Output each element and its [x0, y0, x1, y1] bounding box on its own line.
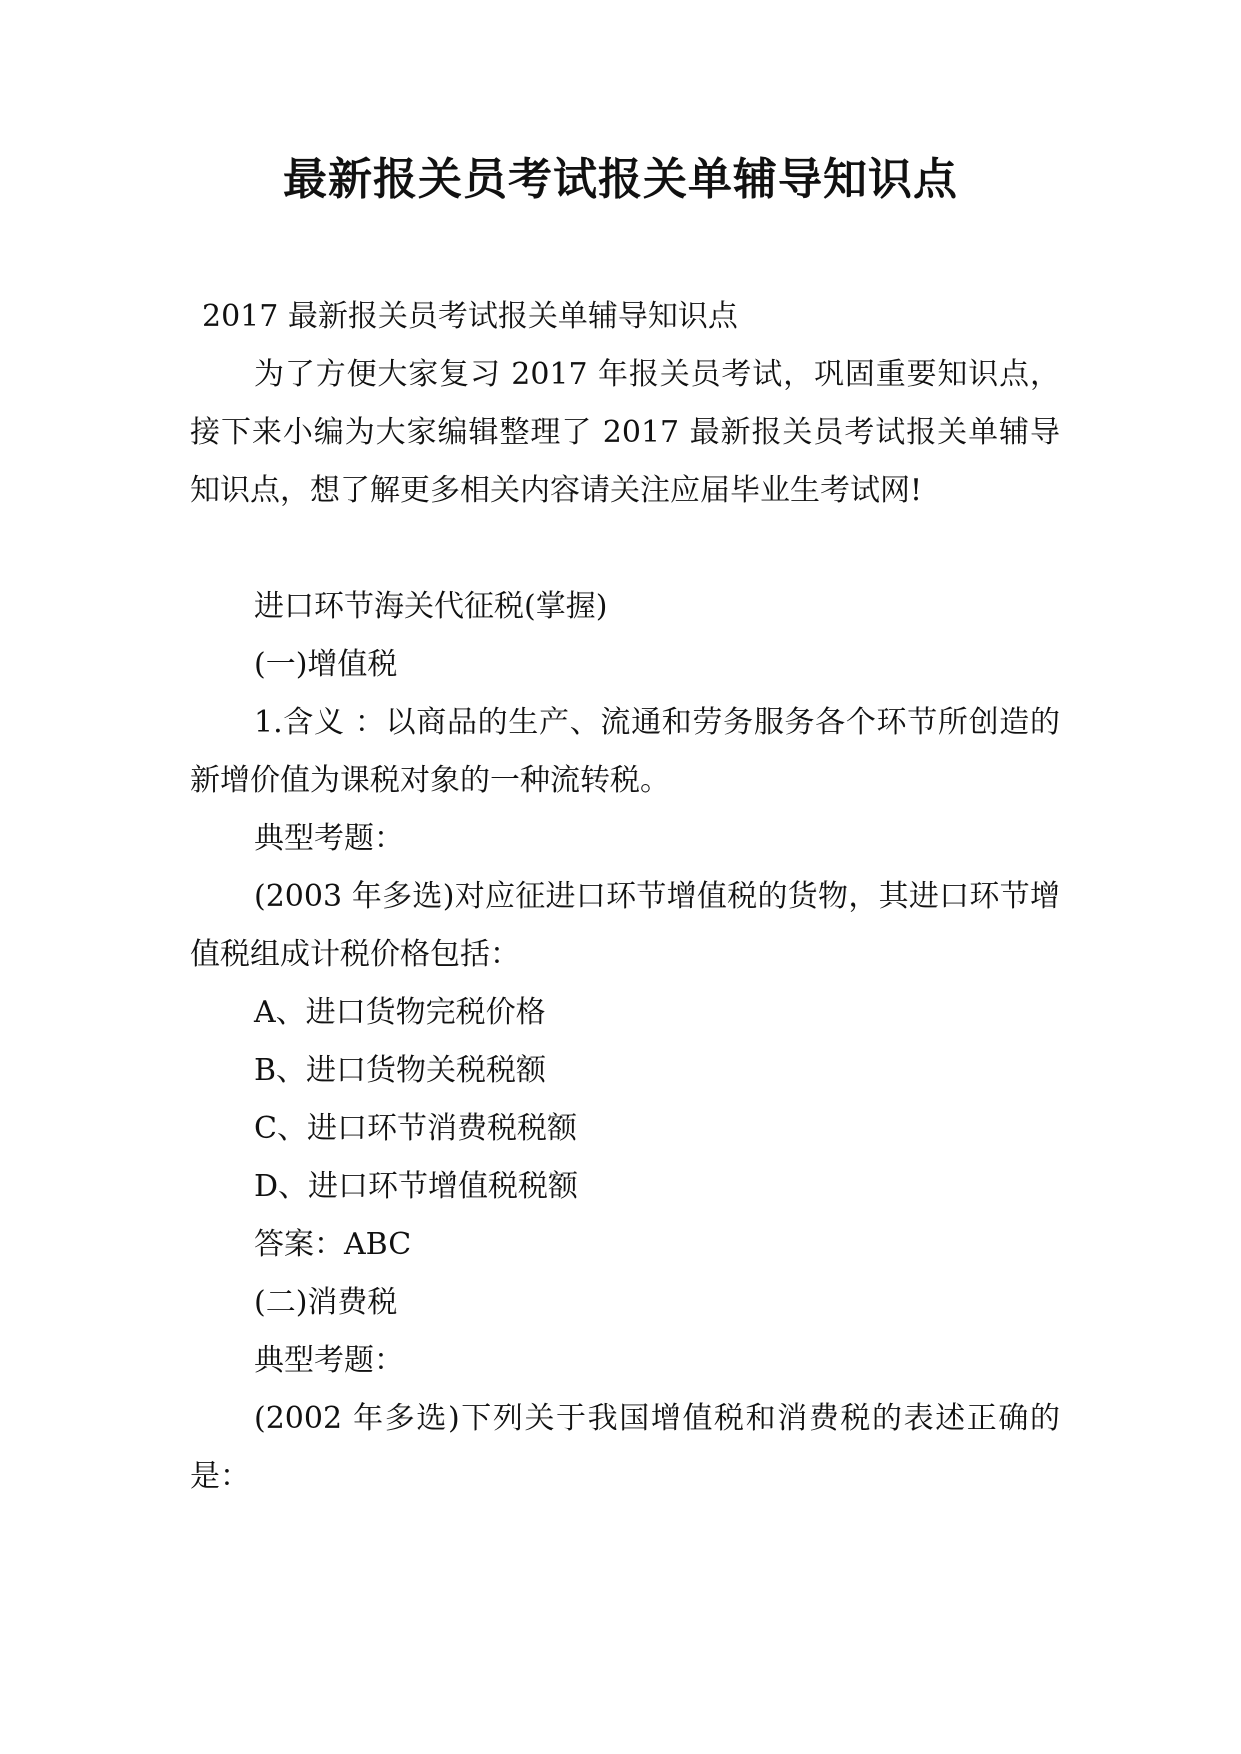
exam-label: 典型考题：	[254, 1343, 404, 1378]
document-title: 最新报关员考试报关单辅导知识点	[283, 154, 958, 205]
exam-label: 典型考题：	[254, 821, 404, 856]
document-body	[190, 288, 1060, 1506]
vat-heading: (一)增值税	[254, 647, 398, 682]
exam-question: (2002 年多选)下列关于我国增值税和消费税的表述正确的是：	[190, 1401, 1060, 1494]
option-b: B、进口货物关税税额	[254, 1053, 547, 1088]
option-c: C、进口环节消费税税额	[254, 1111, 577, 1146]
exam-question: (2003 年多选)对应征进口环节增值税的货物，其进口环节增值税组成计税价格包括：	[190, 879, 1060, 972]
option-a: A、进口货物完税价格	[254, 995, 546, 1030]
vat-definition: 1.含义 ：以商品的生产、流通和劳务服务各个环节所创造的新增价值为课税对象的一种流转税。	[190, 705, 1060, 798]
document-subtitle: 2017 最新报关员考试报关单辅导知识点	[202, 299, 738, 334]
answer: 答案：ABC	[254, 1227, 412, 1262]
consumption-tax-heading: (二)消费税	[254, 1285, 398, 1320]
section-heading: 进口环节海关代征税(掌握)	[254, 589, 608, 624]
option-d: D、进口环节增值税税额	[254, 1169, 579, 1204]
intro-paragraph: 为了方便大家复习 2017 年报关员考试，巩固重要知识点，接下来小编为大家编辑整理了 2017 最新报关员考试报关单辅导知识点，想了解更多相关内容请关注应届毕业生考试网!	[190, 357, 1060, 508]
paragraph-gap	[190, 520, 1060, 578]
